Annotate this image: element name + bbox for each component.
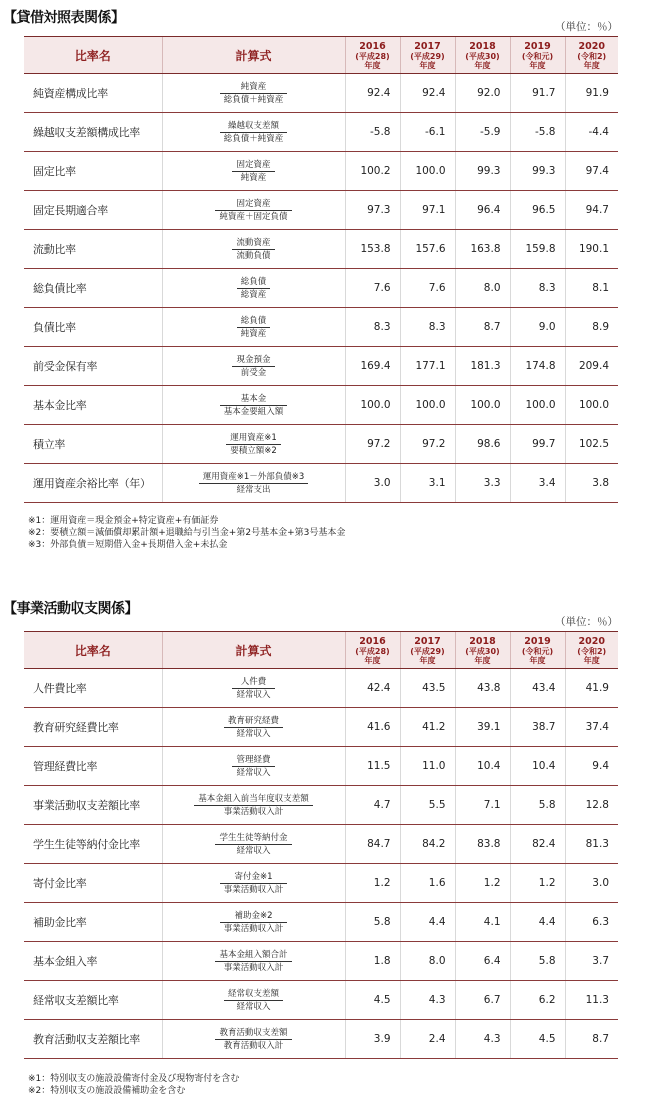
ratio-name: 事業活動収支差額比率: [24, 786, 162, 825]
value-cell: 38.7: [510, 708, 565, 747]
value-cell: 2.4: [400, 1020, 455, 1059]
formula-denominator: 経常収入: [236, 1001, 271, 1012]
value-cell: 4.3: [455, 1020, 510, 1059]
header-era-label: (令和2): [577, 51, 607, 61]
header-era-label: (平成29): [410, 51, 445, 61]
header-era-label: (令和元): [521, 51, 554, 61]
value-cell: 100.0: [510, 386, 565, 425]
header-era-label: (平成30): [465, 51, 500, 61]
ratio-name: 積立率: [24, 425, 162, 464]
ratio-name: 経常収支差額比率: [24, 981, 162, 1020]
value-cell: 4.4: [510, 903, 565, 942]
ratio-name: 教育活動収支差額比率: [24, 1020, 162, 1059]
formula-numerator: 基本金: [220, 393, 288, 406]
formula-denominator: 事業活動収入計: [223, 923, 284, 934]
formula-cell: [162, 425, 345, 464]
value-cell: 4.5: [510, 1020, 565, 1059]
header-year-2017: [400, 632, 455, 669]
formula-fraction: [232, 237, 274, 262]
balance-title: 【貸借対照表関係】: [3, 10, 125, 26]
header-era-label: (平成28): [355, 646, 390, 656]
value-cell: 10.4: [510, 747, 565, 786]
value-cell: 41.6: [345, 708, 400, 747]
value-cell: -4.4: [565, 113, 618, 152]
value-cell: 159.8: [510, 230, 565, 269]
header-year-2020: [565, 37, 618, 74]
formula-cell: [162, 74, 345, 113]
footnote: ※2：要積立額＝減価償却累計額+退職給与引当金+第2号基本金+第3号基本金: [28, 528, 346, 538]
value-cell: 100.0: [565, 386, 618, 425]
footnote: ※1：特別収支の施設設備寄付金及び現物寄付を含む: [28, 1074, 240, 1084]
value-cell: 100.0: [455, 386, 510, 425]
value-cell: -5.8: [510, 113, 565, 152]
formula-numerator: 人件費: [232, 676, 274, 689]
value-cell: 96.5: [510, 191, 565, 230]
formula-denominator: 前受金: [240, 367, 267, 378]
table-row: [24, 786, 618, 825]
value-cell: 6.3: [565, 903, 618, 942]
table-row: [24, 825, 618, 864]
formula-cell: [162, 230, 345, 269]
ratio-name: 固定比率: [24, 152, 162, 191]
header-year-2016: [345, 632, 400, 669]
value-cell: 5.8: [345, 903, 400, 942]
table-row: [24, 74, 618, 113]
value-cell: 11.0: [400, 747, 455, 786]
header-formula: 計算式: [162, 37, 345, 74]
value-cell: 1.2: [345, 864, 400, 903]
footnote: ※3：外部負債＝短期借入金+長期借入金+未払金: [28, 540, 228, 550]
value-cell: 41.2: [400, 708, 455, 747]
formula-denominator: 経常収入: [236, 689, 271, 700]
table-row: [24, 864, 618, 903]
ratio-name: 補助金比率: [24, 903, 162, 942]
table-row: [24, 425, 618, 464]
formula-denominator: 事業活動収入計: [223, 806, 284, 817]
value-cell: 97.3: [345, 191, 400, 230]
value-cell: 92.4: [345, 74, 400, 113]
formula-fraction: [237, 315, 271, 340]
value-cell: 84.2: [400, 825, 455, 864]
formula-cell: [162, 786, 345, 825]
formula-denominator: 要積立額※2: [230, 445, 277, 456]
value-cell: 8.0: [455, 269, 510, 308]
formula-fraction: [220, 910, 288, 935]
formula-numerator: 運用資産※1－外部負債※3: [199, 471, 309, 484]
activity-notes: [28, 1073, 239, 1097]
formula-numerator: 教育活動収支差額: [215, 1027, 291, 1040]
ratio-name: 負債比率: [24, 308, 162, 347]
header-year-2020: [565, 632, 618, 669]
value-cell: 82.4: [510, 825, 565, 864]
header-era-label: (平成28): [355, 51, 390, 61]
formula-numerator: 補助金※2: [220, 910, 288, 923]
header-suffix-label: 年度: [419, 655, 436, 665]
header-year-label: 2019: [524, 635, 551, 647]
formula-cell: [162, 347, 345, 386]
value-cell: 5.8: [510, 942, 565, 981]
value-cell: 7.1: [455, 786, 510, 825]
formula-denominator: 総負債＋純資産: [223, 133, 284, 144]
value-cell: 3.7: [565, 942, 618, 981]
formula-fraction: [215, 1027, 291, 1052]
header-year-label: 2016: [359, 635, 386, 647]
value-cell: 100.0: [400, 152, 455, 191]
value-cell: 3.1: [400, 464, 455, 503]
ratio-name: 前受金保有率: [24, 347, 162, 386]
value-cell: 43.4: [510, 669, 565, 708]
value-cell: 181.3: [455, 347, 510, 386]
formula-numerator: 流動資産: [232, 237, 274, 250]
value-cell: 8.3: [345, 308, 400, 347]
formula-numerator: 基本金組入前当年度収支差額: [194, 793, 313, 806]
value-cell: -5.9: [455, 113, 510, 152]
value-cell: 92.0: [455, 74, 510, 113]
header-suffix-label: 年度: [583, 60, 600, 70]
value-cell: 84.7: [345, 825, 400, 864]
header-suffix-label: 年度: [474, 60, 491, 70]
value-cell: 43.8: [455, 669, 510, 708]
ratio-name: 純資産構成比率: [24, 74, 162, 113]
balance-header-row: [24, 37, 618, 74]
value-cell: 5.8: [510, 786, 565, 825]
formula-cell: [162, 464, 345, 503]
value-cell: 43.5: [400, 669, 455, 708]
formula-numerator: 総負債: [237, 315, 271, 328]
formula-denominator: 経常支出: [236, 484, 271, 495]
value-cell: 91.9: [565, 74, 618, 113]
formula-denominator: 流動負債: [236, 250, 271, 261]
header-formula: 計算式: [162, 632, 345, 669]
header-year-2019: [510, 632, 565, 669]
formula-denominator: 総資産: [240, 289, 267, 300]
ratio-name: 総負債比率: [24, 269, 162, 308]
formula-numerator: 教育研究経費: [224, 715, 283, 728]
value-cell: 96.4: [455, 191, 510, 230]
table-row: [24, 308, 618, 347]
value-cell: 169.4: [345, 347, 400, 386]
formula-numerator: 現金預金: [232, 354, 274, 367]
value-cell: 8.7: [565, 1020, 618, 1059]
value-cell: 3.0: [345, 464, 400, 503]
formula-denominator: 経常収入: [236, 845, 271, 856]
value-cell: 8.3: [510, 269, 565, 308]
value-cell: 102.5: [565, 425, 618, 464]
formula-cell: [162, 942, 345, 981]
formula-fraction: [220, 393, 288, 418]
header-year-2019: [510, 37, 565, 74]
formula-numerator: 運用資産※1: [226, 432, 281, 445]
value-cell: 6.4: [455, 942, 510, 981]
value-cell: 3.3: [455, 464, 510, 503]
value-cell: 92.4: [400, 74, 455, 113]
activity-header-row: [24, 632, 618, 669]
value-cell: 190.1: [565, 230, 618, 269]
header-suffix-label: 年度: [474, 655, 491, 665]
formula-numerator: 基本金組入額合計: [215, 949, 291, 962]
value-cell: 100.2: [345, 152, 400, 191]
ratio-name: 基本金組入率: [24, 942, 162, 981]
value-cell: 7.6: [400, 269, 455, 308]
value-cell: -5.8: [345, 113, 400, 152]
formula-fraction: [215, 949, 291, 974]
header-suffix-label: 年度: [529, 655, 546, 665]
formula-fraction: [224, 988, 283, 1013]
formula-cell: [162, 903, 345, 942]
formula-fraction: [232, 354, 274, 379]
value-cell: 3.4: [510, 464, 565, 503]
value-cell: 157.6: [400, 230, 455, 269]
header-year-2017: [400, 37, 455, 74]
value-cell: 91.7: [510, 74, 565, 113]
value-cell: 5.5: [400, 786, 455, 825]
value-cell: 83.8: [455, 825, 510, 864]
value-cell: 41.9: [565, 669, 618, 708]
table-row: [24, 981, 618, 1020]
balance-table: [24, 36, 618, 503]
ratio-name: 学生生徒等納付金比率: [24, 825, 162, 864]
value-cell: 81.3: [565, 825, 618, 864]
formula-denominator: 純資産: [240, 328, 267, 339]
value-cell: 1.2: [510, 864, 565, 903]
value-cell: 163.8: [455, 230, 510, 269]
formula-numerator: 固定資産: [232, 159, 274, 172]
table-row: [24, 708, 618, 747]
value-cell: 1.2: [455, 864, 510, 903]
ratio-name: 教育研究経費比率: [24, 708, 162, 747]
value-cell: 7.6: [345, 269, 400, 308]
value-cell: 8.7: [455, 308, 510, 347]
formula-cell: [162, 981, 345, 1020]
value-cell: 94.7: [565, 191, 618, 230]
formula-fraction: [215, 198, 291, 223]
ratio-name: 寄付金比率: [24, 864, 162, 903]
formula-fraction: [220, 120, 288, 145]
formula-denominator: 教育活動収入計: [223, 1040, 284, 1051]
formula-numerator: 固定資産: [215, 198, 291, 211]
activity-title: 【事業活動収支関係】: [3, 601, 138, 617]
table-row: [24, 347, 618, 386]
value-cell: 39.1: [455, 708, 510, 747]
formula-numerator: 管理経費: [232, 754, 274, 767]
formula-denominator: 事業活動収入計: [223, 884, 284, 895]
table-row: [24, 113, 618, 152]
value-cell: 10.4: [455, 747, 510, 786]
value-cell: 97.4: [565, 152, 618, 191]
formula-fraction: [232, 676, 274, 701]
value-cell: 42.4: [345, 669, 400, 708]
value-cell: 9.4: [565, 747, 618, 786]
ratio-name: 固定長期適合率: [24, 191, 162, 230]
formula-cell: [162, 669, 345, 708]
footnote: ※1：運用資産＝現金預金+特定資産+有価証券: [28, 516, 219, 526]
formula-denominator: 経常収入: [236, 767, 271, 778]
value-cell: 8.1: [565, 269, 618, 308]
value-cell: 4.3: [400, 981, 455, 1020]
table-row: [24, 669, 618, 708]
ratio-name: 運用資産余裕比率（年）: [24, 464, 162, 503]
formula-fraction: [199, 471, 309, 496]
value-cell: 6.2: [510, 981, 565, 1020]
header-year-label: 2017: [414, 635, 441, 647]
formula-numerator: 繰越収支差額: [220, 120, 288, 133]
formula-fraction: [220, 81, 288, 106]
header-suffix-label: 年度: [583, 655, 600, 665]
value-cell: 12.8: [565, 786, 618, 825]
formula-denominator: 純資産: [240, 172, 267, 183]
formula-numerator: 寄付金※1: [220, 871, 288, 884]
value-cell: 174.8: [510, 347, 565, 386]
formula-fraction: [237, 276, 271, 301]
value-cell: 3.8: [565, 464, 618, 503]
formula-cell: [162, 864, 345, 903]
header-year-label: 2018: [469, 635, 496, 647]
value-cell: 4.7: [345, 786, 400, 825]
value-cell: 8.0: [400, 942, 455, 981]
value-cell: 97.2: [345, 425, 400, 464]
value-cell: 37.4: [565, 708, 618, 747]
formula-numerator: 総負債: [237, 276, 271, 289]
header-era-label: (令和元): [521, 646, 554, 656]
formula-cell: [162, 191, 345, 230]
table-row: [24, 1020, 618, 1059]
balance-notes: [28, 515, 345, 551]
value-cell: 1.6: [400, 864, 455, 903]
header-year-2016: [345, 37, 400, 74]
header-ratio-name: 比率名: [24, 37, 162, 74]
header-ratio-name: 比率名: [24, 632, 162, 669]
table-row: [24, 386, 618, 425]
formula-denominator: 事業活動収入計: [223, 962, 284, 973]
table-row: [24, 747, 618, 786]
value-cell: 99.3: [455, 152, 510, 191]
formula-cell: [162, 708, 345, 747]
table-row: [24, 464, 618, 503]
formula-cell: [162, 113, 345, 152]
balance-unit: （単位：％）: [555, 21, 618, 33]
formula-fraction: [224, 715, 283, 740]
value-cell: 8.9: [565, 308, 618, 347]
formula-cell: [162, 152, 345, 191]
value-cell: 153.8: [345, 230, 400, 269]
header-suffix-label: 年度: [364, 60, 381, 70]
formula-cell: [162, 1020, 345, 1059]
header-year-label: 2020: [578, 40, 605, 52]
table-row: [24, 903, 618, 942]
activity-table: [24, 631, 618, 1059]
value-cell: 3.0: [565, 864, 618, 903]
formula-fraction: [194, 793, 313, 818]
header-year-label: 2018: [469, 40, 496, 52]
formula-fraction: [215, 832, 291, 857]
activity-section: [0, 560, 650, 1100]
value-cell: 99.3: [510, 152, 565, 191]
value-cell: 97.1: [400, 191, 455, 230]
header-year-label: 2016: [359, 40, 386, 52]
formula-denominator: 純資産＋固定負債: [219, 211, 288, 222]
formula-denominator: 総負債＋純資産: [223, 94, 284, 105]
value-cell: 98.6: [455, 425, 510, 464]
formula-numerator: 学生生徒等納付金: [215, 832, 291, 845]
value-cell: 3.9: [345, 1020, 400, 1059]
table-row: [24, 230, 618, 269]
header-era-label: (平成30): [465, 646, 500, 656]
value-cell: 100.0: [345, 386, 400, 425]
header-suffix-label: 年度: [529, 60, 546, 70]
header-year-label: 2017: [414, 40, 441, 52]
value-cell: 6.7: [455, 981, 510, 1020]
formula-fraction: [220, 871, 288, 896]
header-year-label: 2019: [524, 40, 551, 52]
formula-cell: [162, 269, 345, 308]
ratio-name: 管理経費比率: [24, 747, 162, 786]
formula-denominator: 基本金要組入額: [223, 406, 284, 417]
ratio-name: 流動比率: [24, 230, 162, 269]
ratio-name: 基本金比率: [24, 386, 162, 425]
header-year-2018: [455, 632, 510, 669]
formula-numerator: 純資産: [220, 81, 288, 94]
header-era-label: (平成29): [410, 646, 445, 656]
value-cell: 209.4: [565, 347, 618, 386]
table-row: [24, 191, 618, 230]
formula-denominator: 経常収入: [236, 728, 271, 739]
ratio-name: 繰越収支差額構成比率: [24, 113, 162, 152]
activity-unit: （単位：％）: [555, 616, 618, 628]
table-row: [24, 152, 618, 191]
value-cell: 177.1: [400, 347, 455, 386]
table-row: [24, 942, 618, 981]
value-cell: 4.1: [455, 903, 510, 942]
value-cell: 4.4: [400, 903, 455, 942]
value-cell: 8.3: [400, 308, 455, 347]
formula-cell: [162, 825, 345, 864]
header-suffix-label: 年度: [419, 60, 436, 70]
value-cell: 100.0: [400, 386, 455, 425]
value-cell: 97.2: [400, 425, 455, 464]
header-suffix-label: 年度: [364, 655, 381, 665]
header-year-label: 2020: [578, 635, 605, 647]
ratio-name: 人件費比率: [24, 669, 162, 708]
value-cell: 1.8: [345, 942, 400, 981]
footnote: ※2：特別収支の施設設備補助金を含む: [28, 1086, 186, 1096]
formula-fraction: [232, 159, 274, 184]
value-cell: 11.3: [565, 981, 618, 1020]
value-cell: 11.5: [345, 747, 400, 786]
formula-numerator: 経常収支差額: [224, 988, 283, 1001]
formula-fraction: [232, 754, 274, 779]
value-cell: 9.0: [510, 308, 565, 347]
value-cell: 4.5: [345, 981, 400, 1020]
header-year-2018: [455, 37, 510, 74]
value-cell: 99.7: [510, 425, 565, 464]
formula-cell: [162, 308, 345, 347]
formula-cell: [162, 386, 345, 425]
header-era-label: (令和2): [577, 646, 607, 656]
value-cell: -6.1: [400, 113, 455, 152]
table-row: [24, 269, 618, 308]
formula-cell: [162, 747, 345, 786]
formula-fraction: [226, 432, 281, 457]
